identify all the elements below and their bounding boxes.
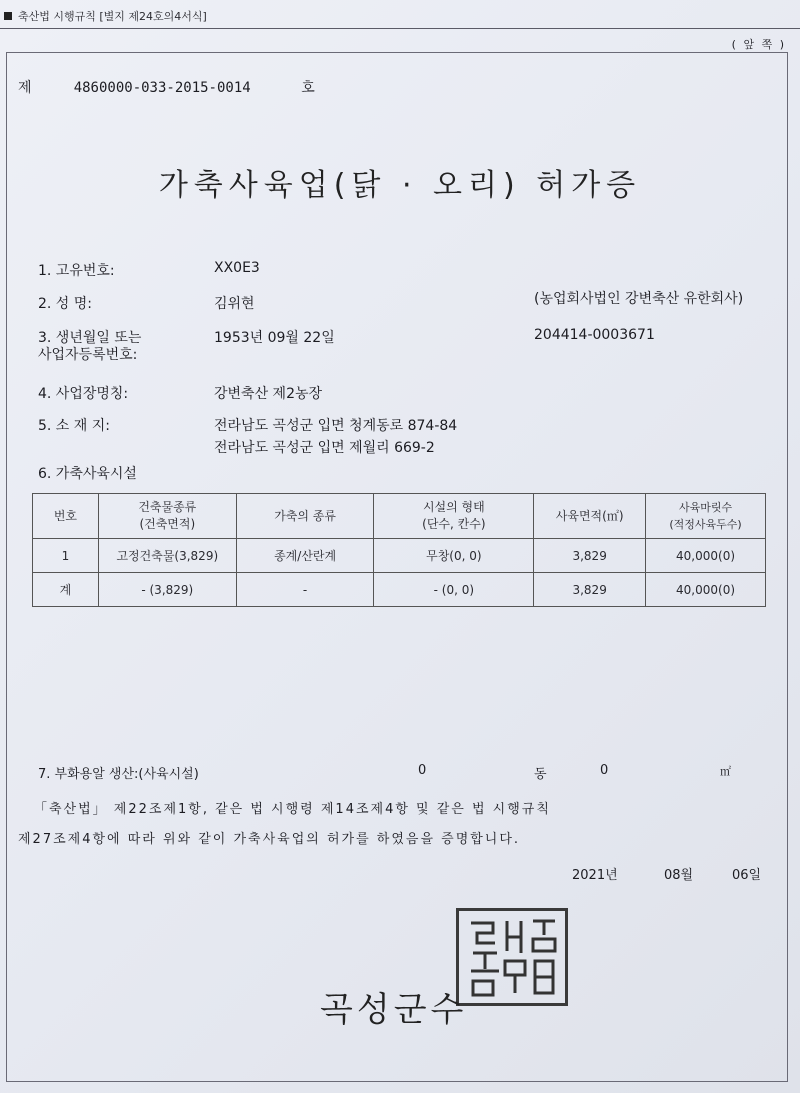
form-label <box>4 8 207 24</box>
birth-label-line1: 3. 생년월일 또는 <box>38 330 142 346</box>
unique-no-value: XX0E3 <box>214 260 260 276</box>
table-row <box>33 539 766 573</box>
table-cell: 계 <box>33 573 99 607</box>
table-cell: 40,000(0) <box>646 539 766 573</box>
col-header-building: 건축물종류 (건축면적) <box>98 494 236 539</box>
table-row-total <box>33 573 766 607</box>
certification-statement-line1: 「축산법」 제22조제1항, 같은 법 시행령 제14조제4항 및 같은 법 시행규칙 <box>34 802 551 817</box>
table-cell: - (0, 0) <box>374 573 534 607</box>
col-header-livestock: 가축의 종류 <box>236 494 374 539</box>
location-road-address: 전라남도 곡성군 입면 청계동로 874-84 <box>214 418 458 434</box>
registration-number: 204414-0003671 <box>534 327 655 343</box>
table-cell: 40,000(0) <box>646 573 766 607</box>
certification-statement-line2: 제27조제4항에 따라 위와 같이 가축사육업의 허가를 하였음을 증명합니다. <box>18 832 521 847</box>
table-cell: 3,829 <box>534 539 646 573</box>
cert-number-value: 4860000-033-2015-0014 <box>73 80 251 96</box>
col-header-facility-type: 시설의 형태 (단수, 칸수) <box>374 494 534 539</box>
col-header-area: 사육면적(㎡) <box>534 494 646 539</box>
page-side-label: ( 앞 쪽 ) <box>731 38 786 51</box>
table-cell: 무창(0, 0) <box>374 539 534 573</box>
table-cell: - <box>236 573 374 607</box>
location-label: 5. 소 재 지: <box>38 418 110 434</box>
document-title: 가축사육업(닭 · 오리) 허가증 <box>158 168 642 203</box>
location-lot-address: 전라남도 곡성군 입면 제월리 669-2 <box>214 440 435 456</box>
birth-value: 1953년 09월 22일 <box>214 330 335 346</box>
issue-year: 2021년 <box>572 868 618 883</box>
facility-heading: 6. 가축사육시설 <box>38 466 137 482</box>
name-label: 2. 성 명: <box>38 296 93 312</box>
table-cell: 고정건축물(3,829) <box>98 539 236 573</box>
issue-month: 08월 <box>664 868 694 883</box>
hatching-area: 0 <box>600 763 609 778</box>
seal-icon <box>459 911 565 1003</box>
table-cell: 3,829 <box>534 573 646 607</box>
square-bullet-icon <box>4 12 12 20</box>
company-name: (농업회사법인 강변축산 유한회사) <box>534 291 744 307</box>
table-cell: 1 <box>33 539 99 573</box>
hatching-area-unit: ㎡ <box>720 765 731 778</box>
table-cell: - (3,829) <box>98 573 236 607</box>
issue-day: 06일 <box>732 868 762 883</box>
hatching-egg-label: 7. 부화용알 생산:(사육시설) <box>38 767 199 782</box>
unique-no-label: 1. 고유번호: <box>38 263 115 279</box>
official-seal <box>456 908 568 1006</box>
business-name-value: 강변축산 제2농장 <box>214 386 323 402</box>
business-name-label: 4. 사업장명칭: <box>38 386 129 402</box>
issuer-name: 곡성군수 <box>320 990 468 1030</box>
hatching-building-unit: 동 <box>534 767 547 782</box>
table-cell: 종계/산란계 <box>236 539 374 573</box>
header-divider <box>0 28 800 29</box>
facility-table-header <box>33 494 766 539</box>
col-header-head-count: 사육마릿수 (적정사육두수) <box>646 494 766 539</box>
certificate-number <box>18 77 315 97</box>
cert-number-suffix: 호 <box>301 80 315 96</box>
cert-number-prefix: 제 <box>18 80 32 96</box>
col-header-number: 번호 <box>33 494 99 539</box>
hatching-building-count: 0 <box>418 763 427 778</box>
form-label-text: 축산법 시행규칙 [별지 제24호의4서식] <box>18 10 207 23</box>
name-value: 김위현 <box>214 296 255 312</box>
birth-label-line2: 사업자등록번호: <box>38 347 138 363</box>
facility-table <box>32 493 766 607</box>
